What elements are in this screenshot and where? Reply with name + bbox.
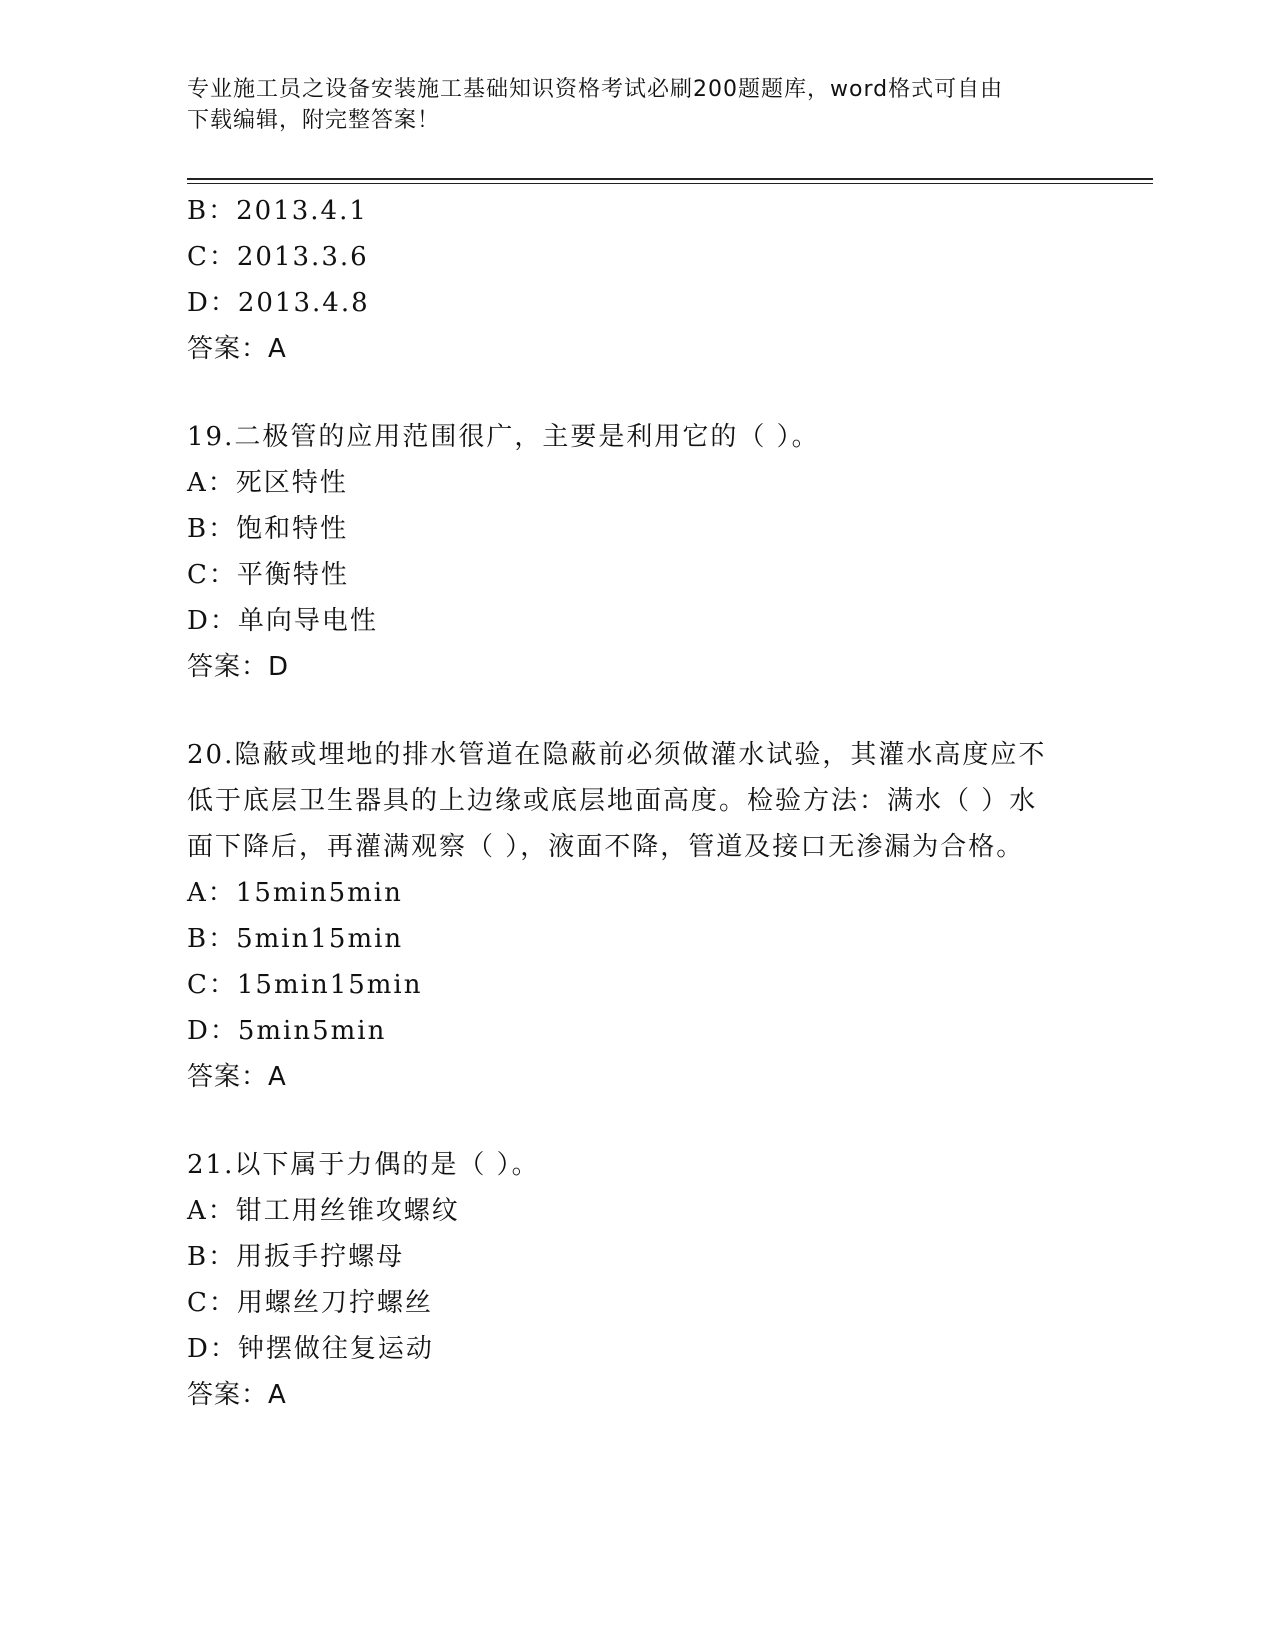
- option-d: D：单向导电性: [187, 606, 378, 636]
- option-d: D：钟摆做往复运动: [187, 1334, 434, 1364]
- question-stem: [187, 732, 1067, 870]
- option-c: C：15min15min: [187, 970, 423, 1000]
- option-b: B：5min15min: [187, 924, 404, 954]
- question-19: [187, 414, 1087, 690]
- option-b: B：2013.4.1: [187, 196, 368, 226]
- option-d: D：2013.4.8: [187, 288, 370, 318]
- document-header: [187, 74, 1067, 136]
- header-title-line-1: 专业施工员之设备安装施工基础知识资格考试必刷200题题库，word格式可自由: [187, 77, 1004, 102]
- option-b: B：用扳手拧螺母: [187, 1242, 405, 1272]
- header-title-line-2: 下载编辑，附完整答案！: [187, 108, 441, 133]
- question-18: [187, 188, 1087, 372]
- question-stem-line-1: 20.隐蔽或埋地的排水管道在隐蔽前必须做灌水试验，其灌水高度应不: [187, 740, 1047, 770]
- question-stem: 19.二极管的应用范围很广，主要是利用它的（ ）。: [187, 422, 820, 452]
- option-a: A：15min5min: [187, 878, 403, 908]
- answer: 答案：D: [187, 652, 290, 682]
- option-a: A：钳工用丝锥攻螺纹: [187, 1196, 460, 1226]
- header-divider: [187, 178, 1153, 184]
- question-20: [187, 732, 1087, 1100]
- option-c: C：2013.3.6: [187, 242, 369, 272]
- option-d: D：5min5min: [187, 1016, 387, 1046]
- answer: 答案：A: [187, 334, 287, 364]
- spacer: [187, 1100, 1087, 1142]
- option-a: A：死区特性: [187, 468, 348, 498]
- question-list: [187, 188, 1087, 1418]
- option-c: C：平衡特性: [187, 560, 349, 590]
- question-stem-line-3: 面下降后，再灌满观察（ ），液面不降，管道及接口无渗漏为合格。: [187, 832, 1025, 862]
- option-b: B：饱和特性: [187, 514, 349, 544]
- spacer: [187, 690, 1087, 732]
- question-stem: 21.以下属于力偶的是（ ）。: [187, 1150, 540, 1180]
- question-stem-line-2: 低于底层卫生器具的上边缘或底层地面高度。检验方法：满水（ ）水: [187, 786, 1038, 816]
- spacer: [187, 372, 1087, 414]
- answer: 答案：A: [187, 1380, 287, 1410]
- option-c: C：用螺丝刀拧螺丝: [187, 1288, 433, 1318]
- answer: 答案：A: [187, 1062, 287, 1092]
- question-21: [187, 1142, 1087, 1418]
